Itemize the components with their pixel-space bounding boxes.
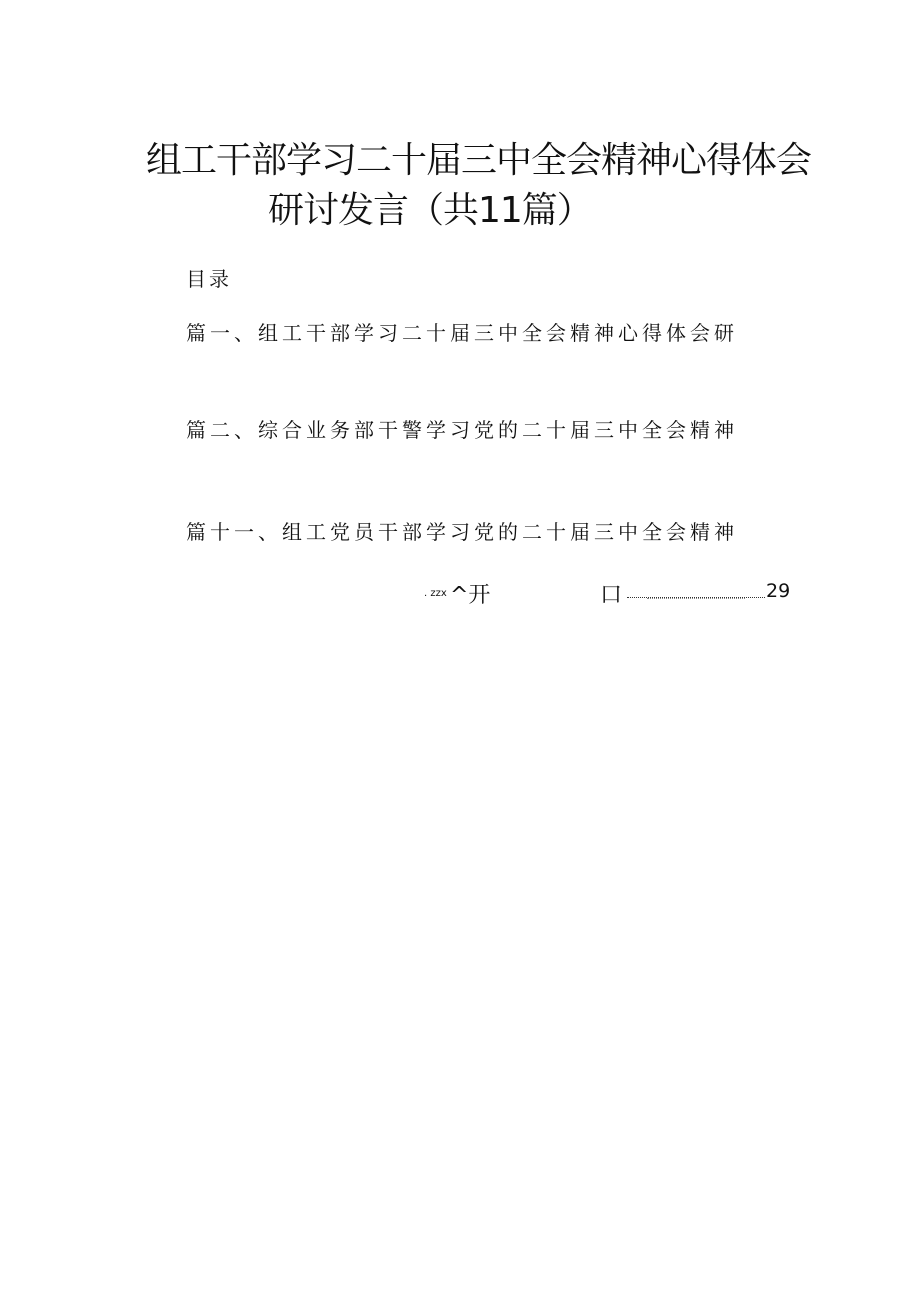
garbled-prefix: . zzx bbox=[424, 588, 447, 599]
toc-entry-11[interactable]: 篇十一、组工党员干部学习党的二十届三中全会精神 bbox=[186, 520, 738, 544]
garbled-text: ^开 bbox=[450, 583, 491, 608]
toc-garbled-entry bbox=[424, 578, 794, 608]
toc-page-number: 29 bbox=[766, 580, 791, 602]
document-title-line-1: 组工干部学习二十届三中全会精神心得体会 bbox=[146, 140, 812, 181]
garbled-box-glyph: 口 bbox=[600, 583, 623, 608]
toc-entry-2[interactable]: 篇二、综合业务部干警学习党的二十届三中全会精神 bbox=[186, 418, 738, 442]
document-title-line-2: 研讨发言（共11篇） bbox=[268, 190, 592, 231]
toc-heading: 目录 bbox=[186, 267, 232, 291]
toc-leader-dots bbox=[627, 597, 765, 598]
toc-entry-1[interactable]: 篇一、组工干部学习二十届三中全会精神心得体会研 bbox=[186, 321, 738, 345]
